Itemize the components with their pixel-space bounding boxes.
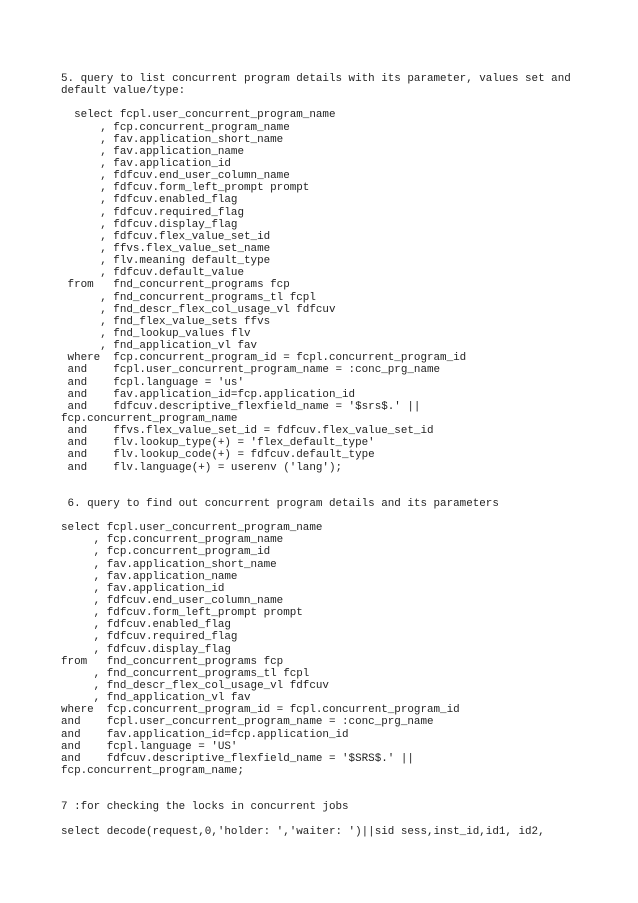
- text-line: where fcp.concurrent_program_id = fcpl.concurrent_program_id: [61, 352, 467, 365]
- text-line: , fdfcuv.default_value: [61, 267, 244, 280]
- text-line: fcp.concurrent_program_name;: [61, 765, 244, 778]
- text-line: , fav.application_id: [61, 582, 225, 595]
- text-line: , fav.application_name: [61, 570, 238, 583]
- text-line: , fnd_descr_flex_col_usage_vl fdfcuv: [61, 680, 329, 693]
- text-line: [61, 510, 621, 522]
- text-line: , fdfcuv.display_flag: [61, 218, 238, 231]
- text-line: and fav.application_id=fcp.application_id: [61, 388, 356, 401]
- text-line: and fcpl.language = 'US': [61, 740, 238, 753]
- text-line: , fav.application_name: [61, 145, 244, 158]
- text-line: , fnd_flex_value_sets ffvs: [61, 315, 271, 328]
- text-line: and flv.lookup_type(+) = 'flex_default_type': [61, 437, 375, 450]
- text-line: from fnd_concurrent_programs fcp: [61, 279, 290, 292]
- text-line: and fdfcuv.descriptive_flexfield_name = '$srs$.' ||: [61, 400, 421, 413]
- text-line: , fcp.concurrent_program_name: [61, 534, 284, 547]
- text-line: , fdfcuv.enabled_flag: [61, 619, 231, 632]
- text-line: , fdfcuv.form_left_prompt prompt: [61, 182, 310, 195]
- text-line: [61, 777, 621, 789]
- text-line: and fcpl.user_concurrent_program_name = :conc_prg_name: [61, 364, 441, 377]
- text-line: and fcpl.user_concurrent_program_name = :conc_prg_name: [61, 716, 434, 729]
- text-line: [61, 486, 621, 498]
- document-text-body: [61, 73, 621, 838]
- text-line: , fdfcuv.display_flag: [61, 643, 231, 656]
- text-line: [61, 789, 621, 801]
- text-line: , fav.application_short_name: [61, 558, 277, 571]
- text-line: , fnd_concurrent_programs_tl fcpl: [61, 667, 310, 680]
- text-line: , fdfcuv.required_flag: [61, 631, 238, 644]
- text-line: 6. query to find out concurrent program details and its parameters: [61, 497, 499, 510]
- text-line: , fdfcuv.required_flag: [61, 206, 244, 219]
- text-line: , fnd_application_vl fav: [61, 340, 258, 353]
- text-line: and ffvs.flex_value_set_id = fdfcuv.flex_value_set_id: [61, 425, 434, 438]
- text-line: 5. query to list concurrent program details with its parameter, values set and: [61, 73, 571, 85]
- text-line: , fdfcuv.enabled_flag: [61, 194, 238, 207]
- text-line: [61, 814, 621, 826]
- text-line: , fcp.concurrent_program_name: [61, 121, 290, 134]
- text-line: where fcp.concurrent_program_id = fcpl.concurrent_program_id: [61, 704, 460, 717]
- text-line: , fdfcuv.end_user_column_name: [61, 170, 290, 183]
- text-line: , fnd_descr_flex_col_usage_vl fdfcuv: [61, 303, 336, 316]
- text-line: and fav.application_id=fcp.application_id: [61, 728, 349, 741]
- text-line: , fnd_application_vl fav: [61, 692, 251, 705]
- text-line: , flv.meaning default_type: [61, 255, 271, 268]
- text-line: , fdfcuv.flex_value_set_id: [61, 230, 271, 243]
- text-line: from fnd_concurrent_programs fcp: [61, 655, 284, 668]
- text-line: , fnd_lookup_values flv: [61, 327, 251, 340]
- text-line: , ffvs.flex_value_set_name: [61, 242, 271, 255]
- text-line: , fcp.concurrent_program_id: [61, 546, 271, 559]
- text-line: fcp.concurrent_program_name: [61, 412, 238, 425]
- text-line: default value/type:: [61, 85, 186, 98]
- text-line: 7 :for checking the locks in concurrent jobs: [61, 801, 349, 814]
- text-line: , fav.application_short_name: [61, 133, 284, 146]
- text-line: , fdfcuv.end_user_column_name: [61, 595, 284, 608]
- text-line: and flv.language(+) = userenv ('lang');: [61, 461, 343, 474]
- text-line: and fdfcuv.descriptive_flexfield_name = '$SRS$.' ||: [61, 752, 414, 765]
- text-line: and flv.lookup_code(+) = fdfcuv.default_type: [61, 449, 375, 462]
- text-line: , fav.application_id: [61, 157, 231, 170]
- text-line: [61, 474, 621, 486]
- text-line: and fcpl.language = 'us': [61, 376, 244, 389]
- text-line: , fnd_concurrent_programs_tl fcpl: [61, 291, 316, 304]
- text-line: select fcpl.user_concurrent_program_name: [61, 109, 336, 122]
- text-line: select fcpl.user_concurrent_program_name: [61, 522, 323, 535]
- text-line: , fdfcuv.form_left_prompt prompt: [61, 607, 303, 620]
- text-line: [61, 97, 621, 109]
- text-line: select decode(request,0,'holder: ','waiter: ')||sid sess,inst_id,id1, id2,: [61, 825, 545, 838]
